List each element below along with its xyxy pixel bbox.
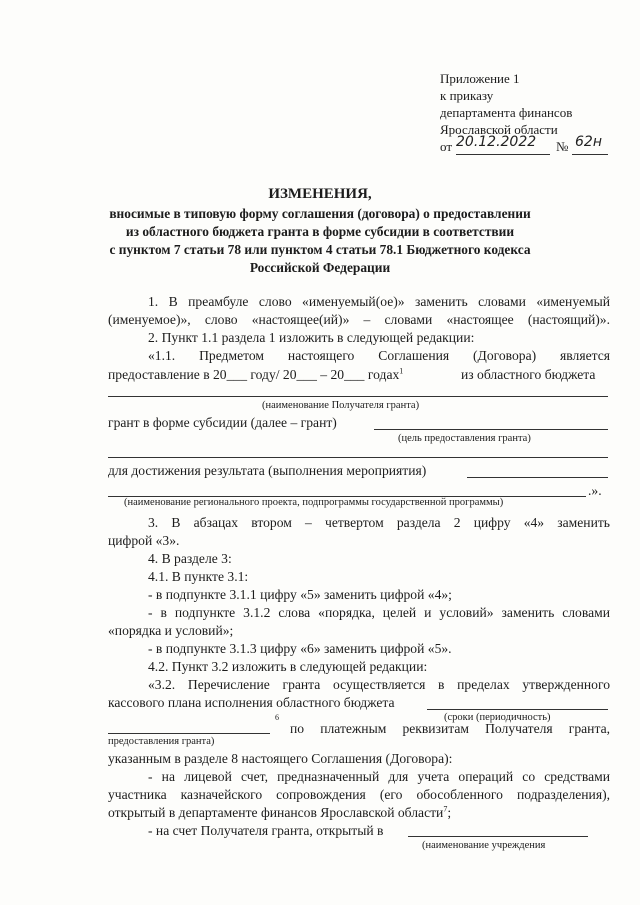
para-4-2-quote-1: «3.2. Перечисление гранта осуществляется в пределах утвержденного: [148, 677, 610, 692]
account-1-line-3: [108, 804, 451, 822]
result-blank-line: [467, 477, 608, 478]
result-text: для достижения результата (выполнения мероприятия): [108, 463, 427, 478]
para-4-1: 4.1. В пункте 3.1:: [148, 569, 249, 584]
para-3-line-2: цифрой «3».: [108, 533, 180, 548]
para-4-1-1: - в подпункте 3.1.1 цифру «5» заменить цифрой «4»;: [148, 587, 452, 602]
caption-recipient: (наименование Получателя гранта): [262, 400, 420, 411]
date-underline: [456, 154, 550, 155]
appendix-region: Ярославской области: [440, 122, 558, 137]
terms-blank-line: [427, 709, 608, 710]
para-2: 2. Пункт 1.1 раздела 1 изложить в следующей редакции:: [148, 330, 475, 345]
account-2-text: - на счет Получателя гранта, открытый в: [148, 823, 384, 838]
para-2-quote-2: [108, 366, 403, 384]
heading-line-4: Российской Федерации: [249, 260, 391, 275]
para-2-quote-2-text: предоставление в 20___ году/ 20___ – 20___ годах: [108, 367, 400, 382]
appendix-title: Приложение 1: [440, 71, 520, 86]
para-3-line-1: 3. В абзацах втором – четвертом раздела 2 цифру «4» заменить: [148, 515, 610, 530]
para-2-quote-2-end: из областного бюджета: [461, 367, 596, 382]
account-1-semicolon: ;: [447, 805, 452, 820]
caption-purpose: (цель предоставления гранта): [398, 433, 531, 444]
caption-terms: (сроки (периодичность): [444, 712, 551, 723]
heading-line-3: с пунктом 7 статьи 78 или пунктом 4 статьи 78.1 Бюджетного кодекса: [109, 242, 531, 257]
para-4: 4. В разделе 3:: [148, 551, 232, 566]
heading-line-2: из областного бюджета гранта в форме субсидии в соответствии: [125, 224, 515, 239]
account-1-line-3-text: открытый в департаменте финансов Ярославской области: [108, 805, 444, 820]
para-2-quote-1: «1.1. Предметом настоящего Соглашения (Договора) является: [148, 348, 610, 363]
para-4-1-2-line-2: «порядка и условий»;: [108, 623, 234, 638]
institution-blank-line: [408, 836, 588, 837]
grant-form-text: грант в форме субсидии (далее – грант): [108, 415, 337, 430]
handwritten-date: 20.12.2022: [456, 134, 537, 150]
footnote-1: 1: [399, 366, 404, 376]
para-4-1-3: - в подпункте 3.1.3 цифру «6» заменить цифрой «5».: [148, 641, 452, 656]
para-4-2-quote-4: указанным в разделе 8 настоящего Соглашения (Договора):: [108, 751, 453, 766]
purpose-blank-line: [108, 457, 608, 458]
para-4-1-2-line-1: - в подпункте 3.1.2 слова «порядка, целей и условий» заменить словами: [148, 605, 610, 620]
heading-line-1: вносимые в типовую форму соглашения (договора) о предоставлении: [109, 206, 531, 221]
number-underline: [572, 154, 608, 155]
recipient-blank-line: [108, 396, 608, 397]
handwritten-number: 62н: [575, 134, 602, 150]
account-1-line-2: участника казначейского сопровождения (его обособленного подразделения),: [108, 787, 610, 802]
footnote-7: 7: [443, 804, 448, 814]
para-1-line-1: 1. В преамбуле слово «именуемый(ое)» заменить словами «именуемый: [148, 294, 610, 309]
appendix-order: к приказу: [440, 88, 494, 103]
caption-project: (наименование регионального проекта, подпрограммы государственной программы): [124, 497, 504, 508]
caption-institution: (наименование учреждения: [422, 840, 546, 851]
para-4-2: 4.2. Пункт 3.2 изложить в следующей редакции:: [148, 659, 428, 674]
appendix-from-label: от: [440, 139, 453, 154]
grant-form-blank-line: [374, 429, 608, 430]
para-4-2-quote-3: по платежным реквизитам Получателя гранта,: [290, 721, 610, 736]
document-title: ИЗМЕНЕНИЯ,: [268, 186, 372, 202]
para-1-line-2: (именуемое)», слово «настоящее(ий)» – словами «настоящее (настоящий)».: [108, 312, 610, 327]
caption-provision: предоставления гранта): [108, 736, 215, 747]
provision-blank-line: [108, 733, 270, 734]
end-quote-mark: .».: [588, 483, 602, 498]
appendix-number-label: №: [556, 139, 569, 154]
para-4-2-quote-2: кассового плана исполнения областного бюджета: [108, 695, 395, 710]
account-1-line-1: - на лицевой счет, предназначенный для учета операций со средствами: [148, 769, 610, 784]
appendix-department: департамента финансов: [440, 105, 573, 120]
